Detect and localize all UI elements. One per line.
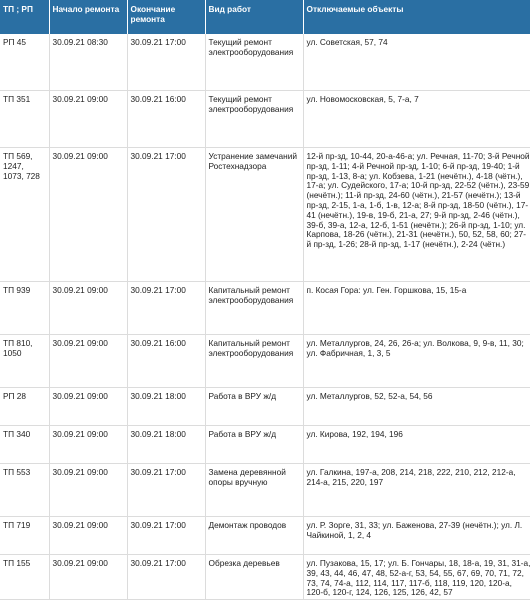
table-row (0, 335, 530, 388)
cell-tp: РП 45 (0, 34, 49, 91)
table-header-row (0, 0, 530, 34)
table-row (0, 34, 530, 91)
cell-work: Демонтаж проводов (205, 517, 303, 555)
cell-end: 30.09.21 17:00 (127, 464, 205, 517)
cell-work: Обрезка деревьев (205, 555, 303, 600)
cell-objects: ул. Кирова, 192, 194, 196 (303, 426, 530, 464)
cell-start: 30.09.21 09:00 (49, 91, 127, 148)
cell-end: 30.09.21 17:00 (127, 555, 205, 600)
cell-tp: ТП 569, 1247, 1073, 728 (0, 148, 49, 282)
cell-tp: ТП 155 (0, 555, 49, 600)
cell-work: Текущий ремонт электрооборудования (205, 34, 303, 91)
cell-work: Работа в ВРУ ж/д (205, 426, 303, 464)
header-tp: ТП ; РП (0, 0, 49, 34)
cell-objects: ул. Металлургов, 52, 52-а, 54, 56 (303, 388, 530, 426)
cell-end: 30.09.21 17:00 (127, 34, 205, 91)
cell-tp: ТП 340 (0, 426, 49, 464)
cell-objects: ул. Р. Зорге, 31, 33; ул. Баженова, 27-39 (нечётн.); ул. Л. Чайкиной, 1, 2, 4 (303, 517, 530, 555)
cell-start: 30.09.21 09:00 (49, 282, 127, 335)
cell-tp: РП 28 (0, 388, 49, 426)
cell-work: Капитальный ремонт электрооборудования (205, 282, 303, 335)
cell-end: 30.09.21 18:00 (127, 426, 205, 464)
cell-tp: ТП 719 (0, 517, 49, 555)
header-work: Вид работ (205, 0, 303, 34)
cell-end: 30.09.21 18:00 (127, 388, 205, 426)
cell-start: 30.09.21 09:00 (49, 388, 127, 426)
cell-tp: ТП 351 (0, 91, 49, 148)
cell-start: 30.09.21 09:00 (49, 426, 127, 464)
cell-objects: ул. Пузакова, 15, 17; ул. Б. Гончары, 18, 18-а, 19, 31, 31-а, 39, 43, 44, 46, 47, 48, 52-а-г, 53, 54, 55, 67, 69, 70, 71, 72, 73, 74, 74-а, 112, 114, 117, 117-б, 118, 119, 120, 120-а, 120-б, 120-г, 124, 126, 125, 126, 42, 57 (303, 555, 530, 600)
table-row (0, 464, 530, 517)
table-row (0, 517, 530, 555)
cell-objects: 12-й пр-зд, 10-44, 20-а-46-а; ул. Речная, 11-70; 3-й Речной пр-зд, 1-11; 4-й Речной пр-зд, 1-10; 6-й пр-зд, 19-40; 1-й пр-зд, 1-13, 8-а; ул. Кобзева, 1-21 (нечётн.), 4-18 (чётн.), 17-а; ул. Судейского, 17-а; 10-й пр-зд, 22-52 (чётн.), 23-59 (нечётн.); 11-й пр-зд, 24-60 (чётн.), 21-57 (нечётн.); 13-й пр-зд, 2-15, 1-а, 1-б, 1-в, 12-а; 8-й пр-зд, 18-50 (чётн.), 17-41 (нечётн.), 19-в, 19-б, 21-а, 27; 9-й пр-зд, 2-46 (чётн.), 39-б, 39-а, 12-а, 12-б, 1-51 (нечётн.); 26-й пр-зд, 1-10; ул. Карпова, 18-26 (чётн.), 21-31 (нечётн.), 50, 52, 58, 60; 27-й пр-зд, 1-26; 28-й пр-зд, 1-17 (нечётн.), 2-24 (чётн.) (303, 148, 530, 282)
cell-end: 30.09.21 16:00 (127, 335, 205, 388)
table-row (0, 426, 530, 464)
table-row (0, 388, 530, 426)
cell-start: 30.09.21 09:00 (49, 517, 127, 555)
cell-end: 30.09.21 16:00 (127, 91, 205, 148)
cell-work: Устранение замечаний Ростехнадзора (205, 148, 303, 282)
header-end: Окончание ремонта (127, 0, 205, 34)
cell-work: Замена деревянной опоры вручную (205, 464, 303, 517)
cell-tp: ТП 939 (0, 282, 49, 335)
cell-objects: ул. Советская, 57, 74 (303, 34, 530, 91)
cell-start: 30.09.21 09:00 (49, 464, 127, 517)
cell-end: 30.09.21 17:00 (127, 282, 205, 335)
cell-objects: ул. Новомосковская, 5, 7-а, 7 (303, 91, 530, 148)
table-row (0, 555, 530, 600)
table-row (0, 282, 530, 335)
table-row (0, 148, 530, 282)
cell-work: Работа в ВРУ ж/д (205, 388, 303, 426)
table-row (0, 91, 530, 148)
cell-objects: ул. Галкина, 197-а, 208, 214, 218, 222, 210, 212, 212-а, 214-а, 215, 220, 197 (303, 464, 530, 517)
cell-start: 30.09.21 09:00 (49, 148, 127, 282)
cell-start: 30.09.21 09:00 (49, 335, 127, 388)
cell-objects: п. Косая Гора: ул. Ген. Горшкова, 15, 15-а (303, 282, 530, 335)
header-start: Начало ремонта (49, 0, 127, 34)
cell-end: 30.09.21 17:00 (127, 517, 205, 555)
cell-objects: ул. Металлургов, 24, 26, 26-а; ул. Волкова, 9, 9-в, 11, 30; ул. Фабричная, 1, 3, 5 (303, 335, 530, 388)
cell-tp: ТП 553 (0, 464, 49, 517)
cell-start: 30.09.21 09:00 (49, 555, 127, 600)
header-objects: Отключаемые объекты (303, 0, 530, 34)
cell-start: 30.09.21 08:30 (49, 34, 127, 91)
cell-work: Капитальный ремонт электрооборудования (205, 335, 303, 388)
cell-tp: ТП 810, 1050 (0, 335, 49, 388)
cell-work: Текущий ремонт электрооборудования (205, 91, 303, 148)
cell-end: 30.09.21 17:00 (127, 148, 205, 282)
